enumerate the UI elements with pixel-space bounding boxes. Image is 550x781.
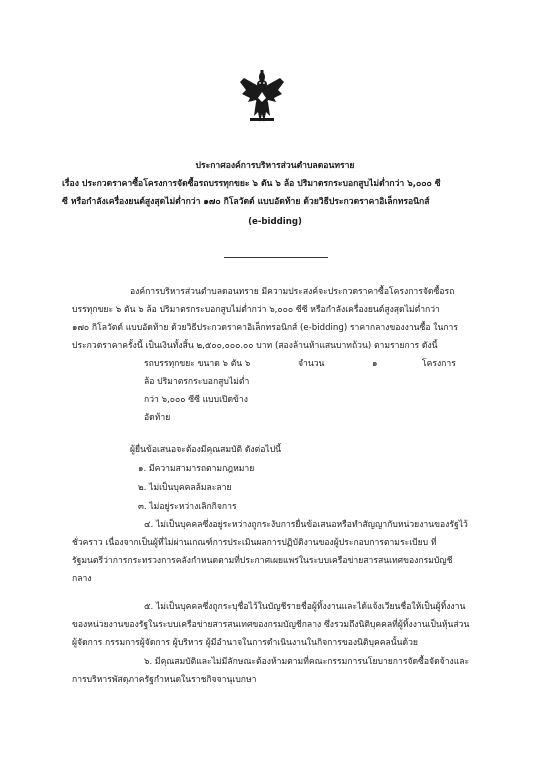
qualification-5-line-2: ของหน่วยงานของรัฐในระบบเครือข่ายสารสนเทศของกรมบัญชีกลาง ซึ่งรวมถึงนิติบุคคลที่ผู้ทิ้งงานเป็นหุ้นส่วน (72, 620, 470, 630)
subject-line-3: (e-bidding) (248, 217, 302, 227)
qualification-2: ๒. ไม่เป็นบุคคลล้มละลาย (138, 483, 232, 493)
qualification-6-line-1: ๖. มีคุณสมบัติและไม่มีลักษณะต้องห้ามตามที่คณะกรรมการนโยบายการจัดซื้อจัดจ้างและ (144, 657, 470, 667)
item-desc-line-4: อัดท้าย (144, 413, 171, 423)
garuda-emblem-icon (238, 68, 286, 126)
qualification-4-line-4: กลาง (72, 574, 92, 584)
intro-line-1: องค์การบริหารส่วนตำบลดอนทราย มีความประสงค์จะประกวดราคาซื้อโครงการจัดซื้อรถ (130, 287, 455, 297)
qualification-1: ๑. มีความสามารถตามกฎหมาย (138, 464, 255, 474)
qualification-4-line-2: ชั่วคราว เนื่องจากเป็นผู้ที่ไม่ผ่านเกณฑ์การประเมินผลการปฏิบัติงานของผู้ประกอบการตามระเบียบ ที่ (72, 538, 437, 548)
item-qty: ๑ (372, 359, 378, 369)
qualification-5-line-1: ๕. ไม่เป็นบุคคลซึ่งถูกระบุชื่อไว้ในบัญชีรายชื่อผู้ทิ้งงานและได้แจ้งเวียนชื่อให้เป็นผู้ทิ้งงาน (144, 602, 466, 612)
qualifications-title: ผู้ยื่นข้อเสนอจะต้องมีคุณสมบัติ ดังต่อไปนี้ (130, 445, 282, 455)
subject-line-1: เรื่อง ประกวดราคาซื้อโครงการจัดซื้อรถบรรทุกขยะ ๖ ตัน ๖ ล้อ ปริมาตรกระบอกสูบไม่ต่ำกว่า ๖,๐๐๐ ซี (62, 179, 441, 189)
qualification-5-line-3: ผู้จัดการ กรรมการผู้จัดการ ผู้บริหาร ผู้มีอำนาจในการดำเนินงานในกิจการของนิติบุคคลนั้นด้วย (72, 638, 418, 648)
item-desc-line-3: กว่า ๖,๐๐๐ ซีซี แบบเปิดข้าง (144, 395, 248, 405)
title-divider (224, 257, 328, 258)
item-unit: โครงการ (422, 359, 456, 369)
item-qty-label: จำนวน (298, 359, 325, 369)
announcer-title: ประกาศองค์การบริหารส่วนตำบลดอนทราย (195, 161, 355, 171)
intro-line-4: ประกวดราคาครั้งนี้ เป็นเงินทั้งสิ้น ๒,๕๐๐,๐๐๐.๐๐ บาท (สองล้านห้าแสนบาทถ้วน) ตามรายการ ดังนี้ (72, 341, 438, 351)
intro-line-2: บรรทุกขยะ ๖ ตัน ๖ ล้อ ปริมาตรกระบอกสูบไม่ต่ำกว่า ๖,๐๐๐ ซีซี หรือกำลังเครื่องยนต์สูงสุดไม่ต่ำกว่า (72, 305, 440, 315)
item-desc-line-1: รถบรรทุกขยะ ขนาด ๖ ตัน ๖ (144, 359, 251, 369)
qualification-4-line-1: ๔. ไม่เป็นบุคคลซึ่งอยู่ระหว่างถูกระงับการยื่นข้อเสนอหรือทำสัญญากับหน่วยงานของรัฐไว้ (144, 520, 468, 530)
intro-line-3: ๑๗๐ กิโลวัตต์ แบบอัดท้าย ด้วยวิธีประกวดราคาอิเล็กทรอนิกส์ (e-bidding) ราคากลางของงานซื้อ ในการ (72, 323, 458, 333)
qualification-4-line-3: รัฐมนตรีว่าการกระทรวงการคลังกำหนดตามที่ประกาศเผยแพร่ในระบบเครือข่ายสารสนเทศของกรมบัญชี (72, 556, 453, 566)
qualification-3: ๓. ไม่อยู่ระหว่างเลิกกิจการ (138, 502, 237, 512)
qualification-6-line-2: การบริหารพัสดุภาครัฐกำหนดในราชกิจจานุเบกษา (72, 675, 257, 685)
item-desc-line-2: ล้อ ปริมาตรกระบอกสูบไม่ต่ำ (144, 377, 250, 387)
subject-line-2: ซี หรือกำลังเครื่องยนต์สูงสุดไม่ต่ำกว่า ๑๗๐ กิโลวัตต์ แบบอัดท้าย ด้วยวิธีประกวดราคาอิเล็กทรอนิกส์ (62, 197, 430, 207)
